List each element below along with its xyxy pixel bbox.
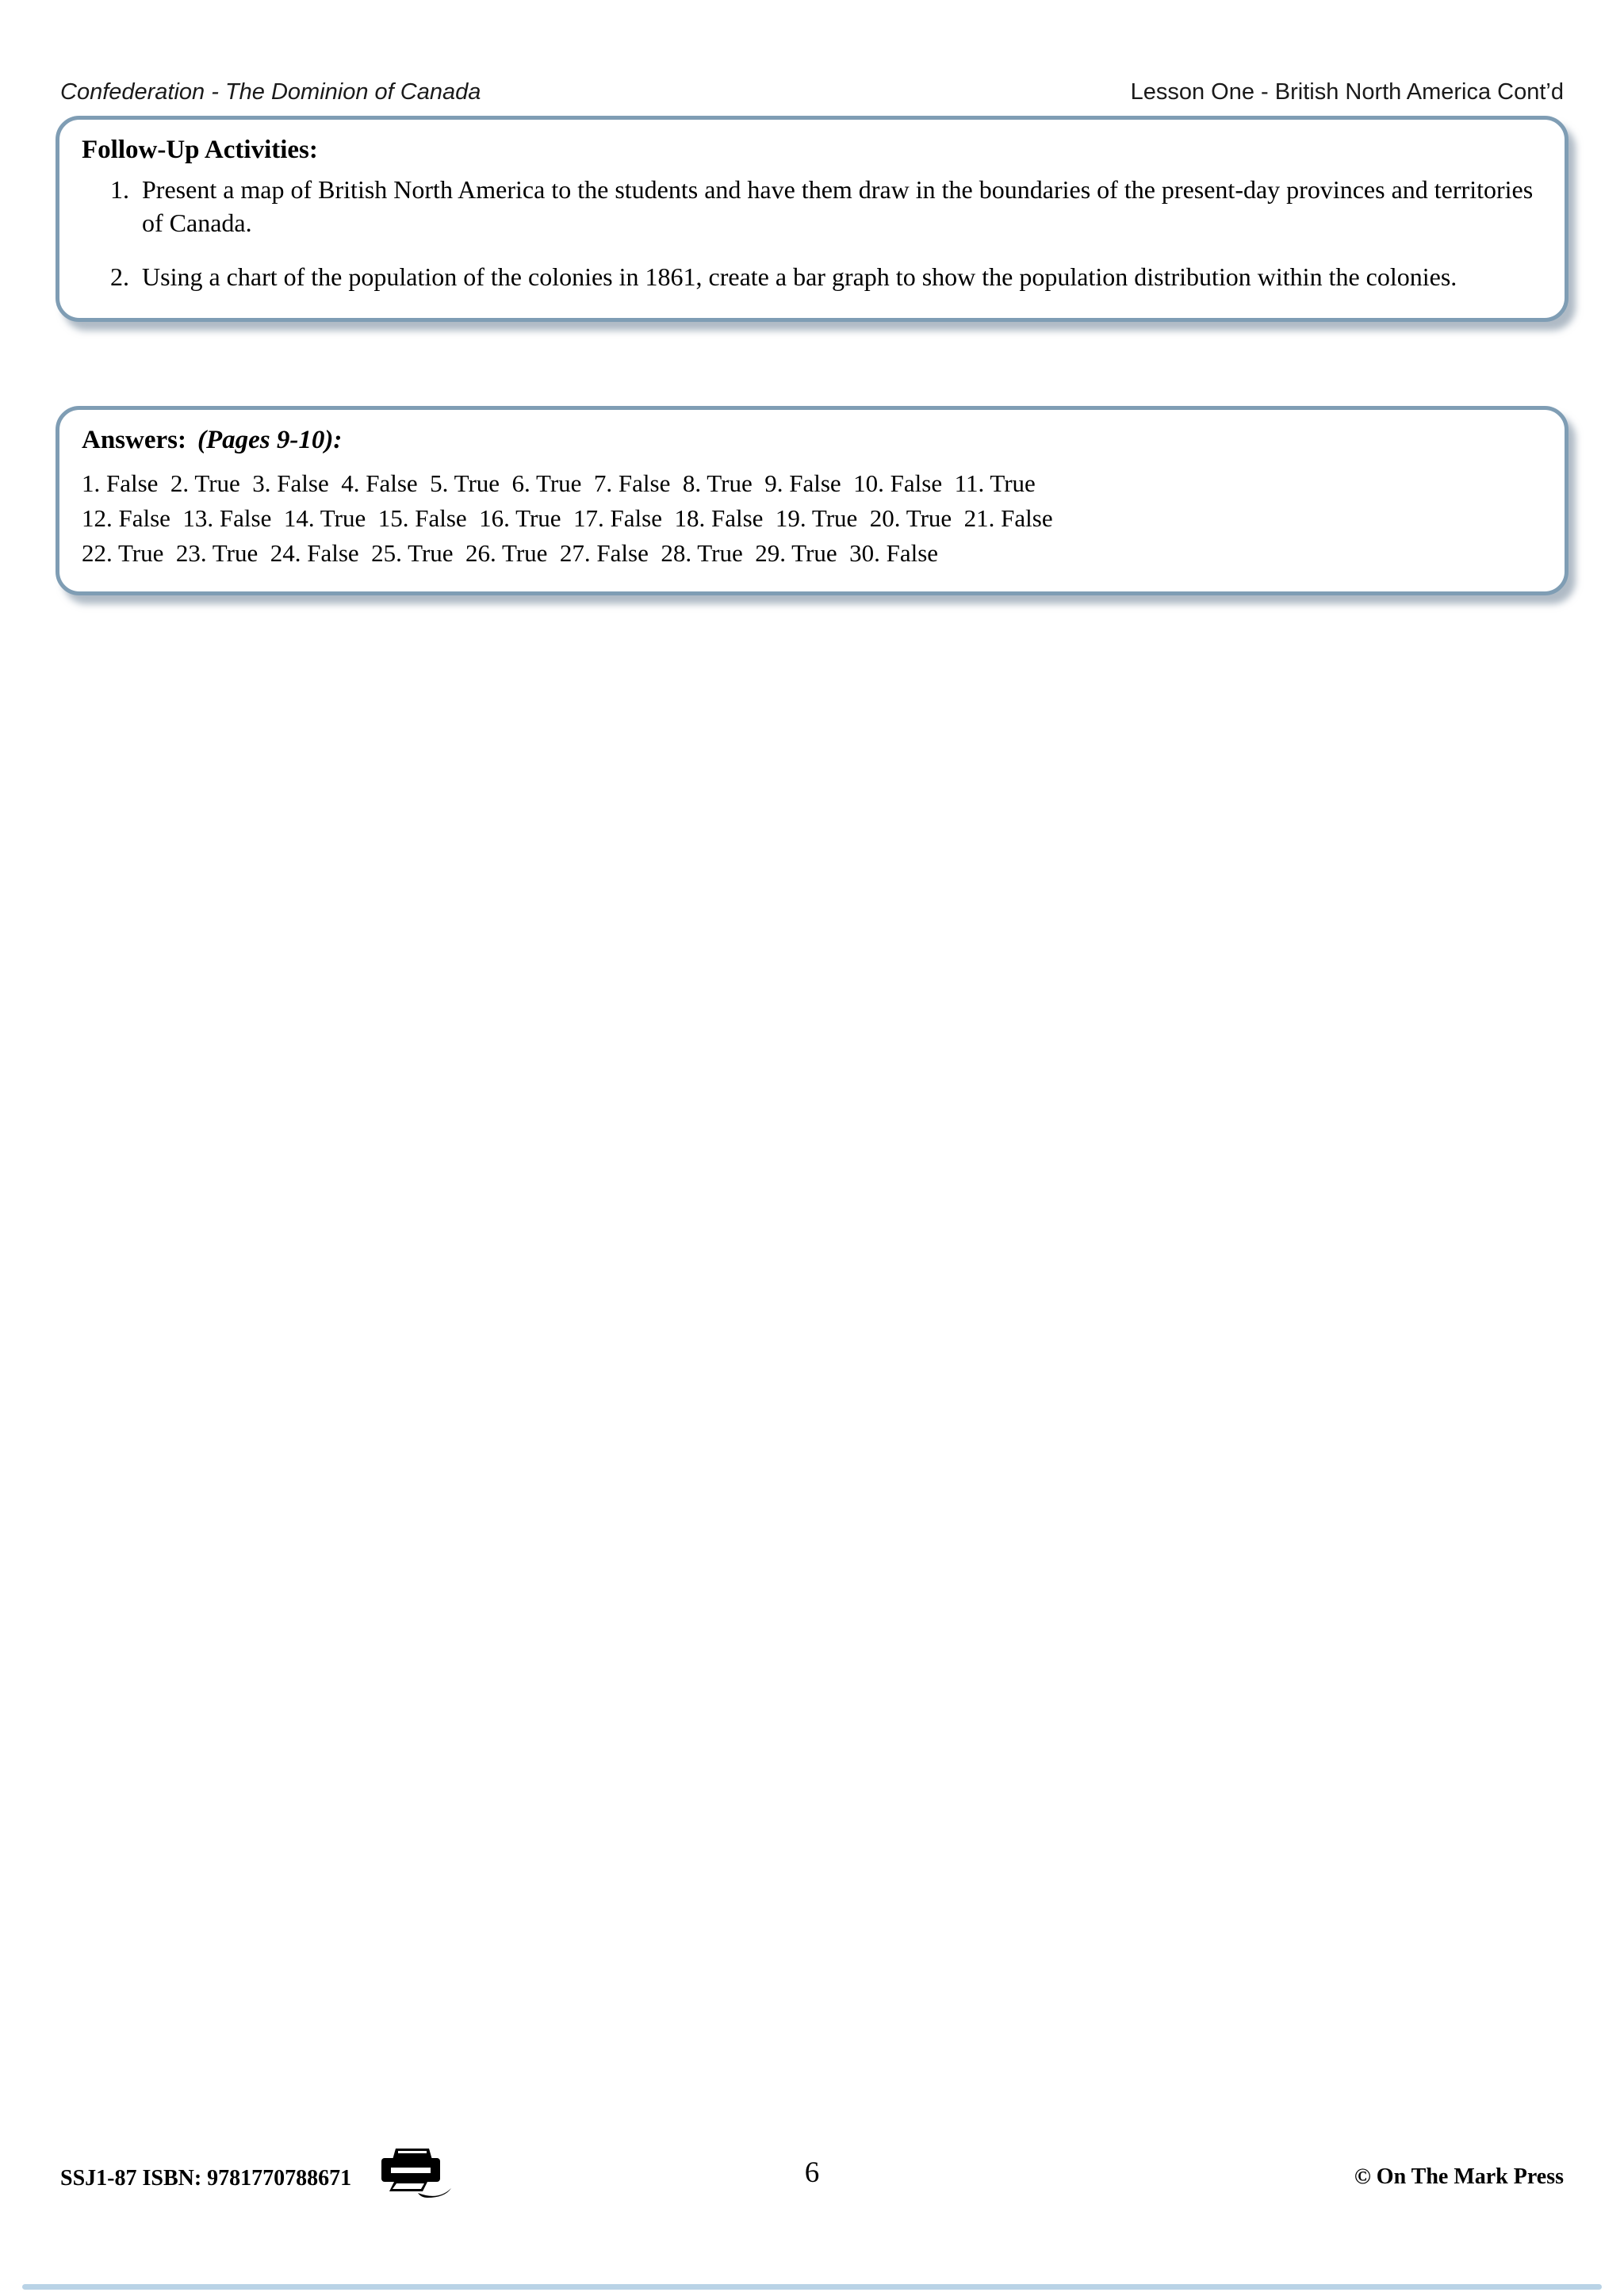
footer-isbn-text: SSJ1-87 ISBN: 9781770788671 — [60, 2166, 352, 2191]
bottom-edge-line — [22, 2284, 1602, 2290]
answers-box — [56, 406, 1568, 595]
page-header — [60, 79, 1564, 105]
answers-pages-ref: (Pages 9-10): — [197, 426, 343, 454]
footer-isbn-group — [60, 2134, 454, 2191]
followup-item-2: 2. Using a chart of the population of the colonies in 1861, create a bar graph to show the population distribution within the colonies. — [136, 260, 1538, 293]
answers-lines — [82, 466, 1538, 571]
answers-line-2: 12. False 13. False 14. True 15. False 16. True 17. False 18. False 19. True 20. True 21. False — [82, 504, 1053, 533]
answers-line-1: 1. False 2. True 3. False 4. False 5. True 6. True 7. False 8. True 9. False 10. False 11. True — [82, 469, 1036, 497]
header-book-title: Confederation - The Dominion of Canada — [60, 79, 481, 105]
printer-icon — [372, 2144, 454, 2201]
page-footer — [60, 2136, 1564, 2191]
footer-copyright: © On The Mark Press — [1354, 2164, 1564, 2189]
answers-title — [82, 426, 1538, 455]
followup-item-1: 1. Present a map of British North America to the students and have them draw in the boundaries of the present-day provinces and territories of Canada. — [136, 173, 1538, 239]
answers-label: Answers: — [82, 426, 186, 454]
answers-line-3: 22. True 23. True 24. False 25. True 26. True 27. False 28. True 29. True 30. False — [82, 539, 939, 568]
page-number: 6 — [804, 2156, 820, 2189]
header-lesson-title: Lesson One - British North America Cont’d — [1130, 79, 1564, 105]
followup-activities-box — [56, 116, 1568, 322]
followup-list — [82, 173, 1538, 294]
followup-title: Follow-Up Activities: — [82, 136, 318, 164]
